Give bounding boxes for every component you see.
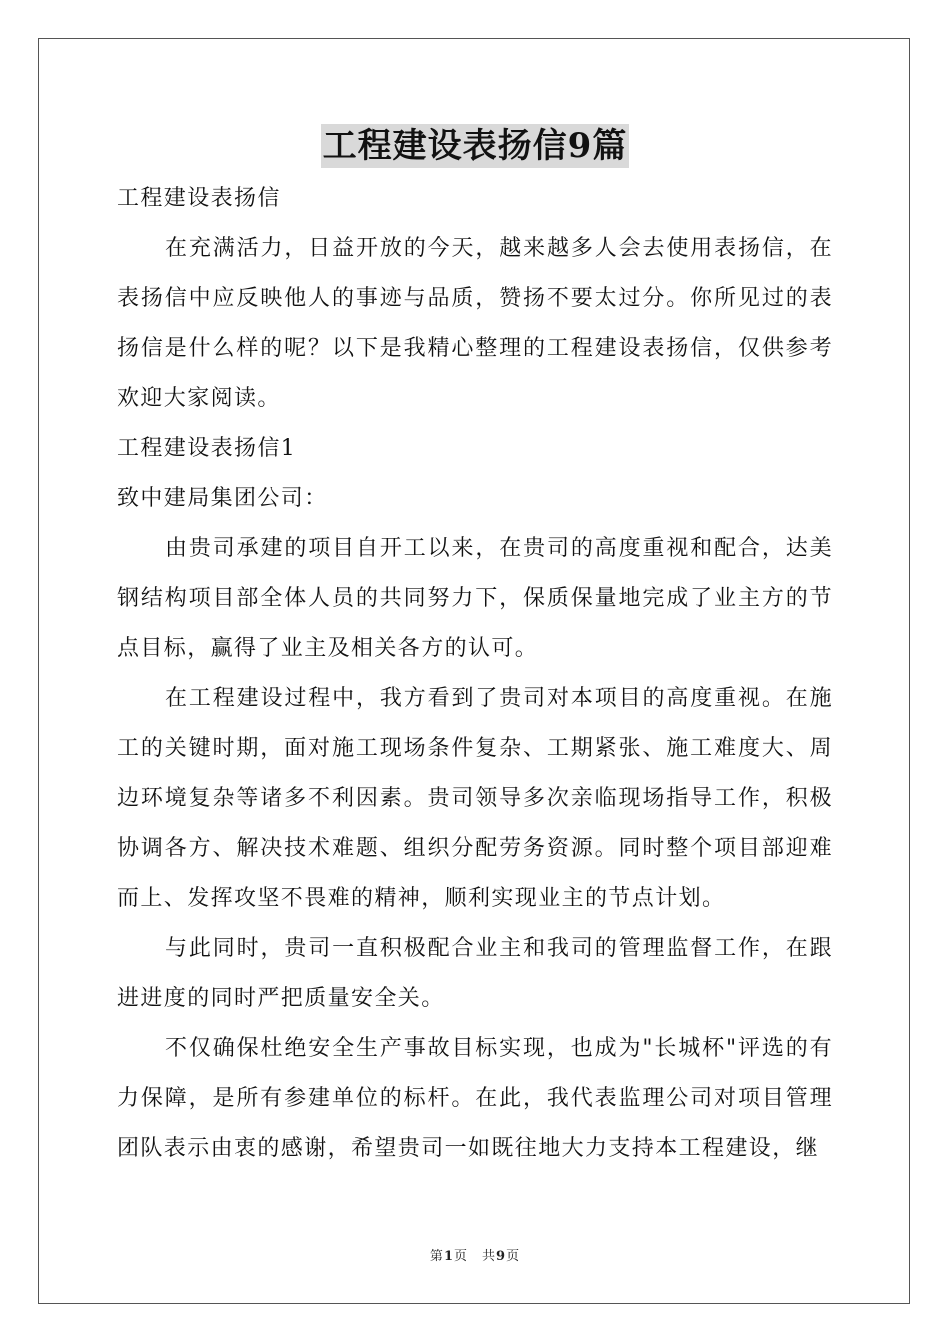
document-body — [117, 174, 833, 1174]
title-container — [0, 124, 950, 168]
paragraph-body-1: 由贵司承建的项目自开工以来，在贵司的高度重视和配合，达美钢结构项目部全体人员的共同努力下，保质保量地完成了业主方的节点目标，赢得了业主及相关各方的认可。 — [117, 536, 833, 661]
paragraph-heading-letter-1: 工程建设表扬信1 — [117, 436, 297, 461]
footer-page-current: 1 — [443, 1249, 454, 1264]
paragraph-body-4: 不仅确保杜绝安全生产事故目标实现，也成为"长城杯"评选的有力保障，是所有参建单位的标杆。在此，我代表监理公司对项目管理团队表示由衷的感谢，希望贵司一如既往地大力支持本工程建设，继 — [117, 1036, 833, 1161]
paragraph-salutation: 致中建局集团公司： — [117, 486, 328, 511]
document-title: 工程建设表扬信9篇 — [322, 126, 628, 166]
page-footer — [0, 1245, 950, 1264]
paragraph-subtitle: 工程建设表扬信 — [117, 186, 281, 211]
footer-page-total: 9 — [496, 1249, 507, 1264]
paragraph-body-2: 在工程建设过程中，我方看到了贵司对本项目的高度重视。在施工的关键时期，面对施工现场条件复杂、工期紧张、施工难度大、周边环境复杂等诸多不利因素。贵司领导多次亲临现场指导工作，积极协调各方、解决技术难题、组织分配劳务资源。同时整个项目部迎难而上、发挥攻坚不畏难的精神，顺利实现业主的节点计划。 — [117, 686, 833, 911]
paragraph-body-3: 与此同时，贵司一直积极配合业主和我司的管理监督工作，在跟进进度的同时严把质量安全关。 — [117, 936, 833, 1011]
footer-page-suffix: 页 — [453, 1249, 468, 1264]
footer-total-prefix: 共 — [482, 1249, 497, 1264]
footer-page-prefix: 第 — [429, 1249, 444, 1264]
paragraph-intro: 在充满活力，日益开放的今天，越来越多人会去使用表扬信，在表扬信中应反映他人的事迹与品质，赞扬不要太过分。你所见过的表扬信是什么样的呢？以下是我精心整理的工程建设表扬信，仅供参考欢迎大家阅读。 — [117, 236, 833, 411]
footer-total-suffix: 页 — [506, 1249, 521, 1264]
